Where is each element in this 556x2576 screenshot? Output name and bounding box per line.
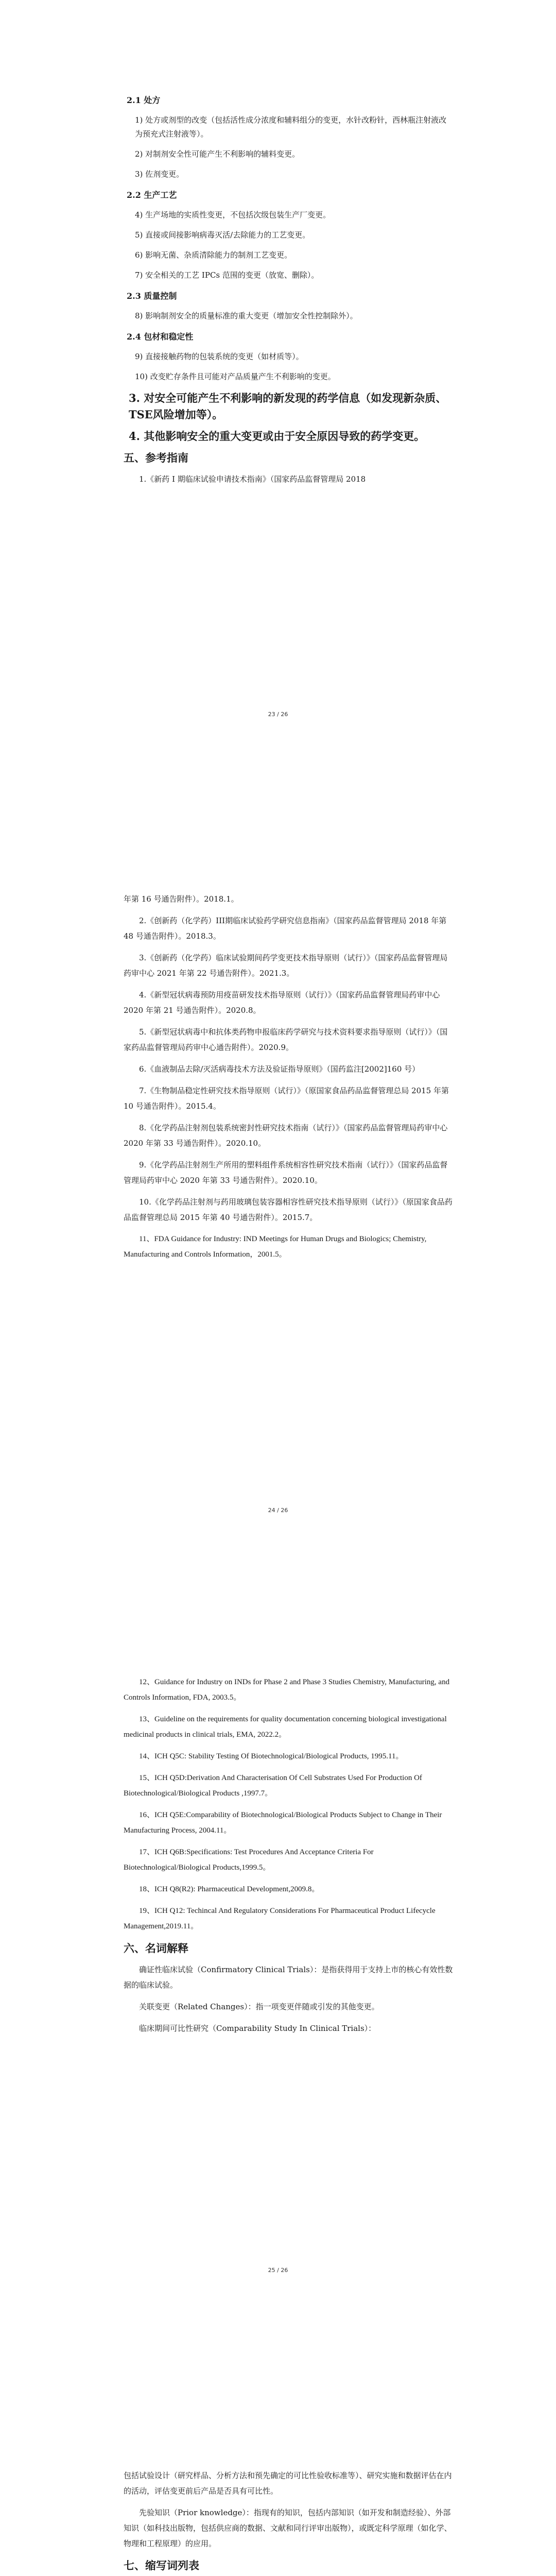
heading-4: 4. 其他影响安全的重大变更或由于安全原因导致的药学变更。	[129, 430, 425, 443]
list-item: 7) 安全相关的工艺 IPCs 范围的变更（放宽、删除）。	[135, 270, 319, 280]
reference-item: 10.《化学药品注射剂与药用玻璃包装容器相容性研究技术指导原则（试行）》（原国家食品药品监督管理总局 2015 年第 40 号通告附件）。2015.7。	[124, 1197, 453, 1222]
heading-2-2: 2.2 生产工艺	[127, 190, 177, 200]
section-7-title: 七、缩写词列表	[124, 2559, 199, 2572]
list-item: 2) 对制剂安全性可能产生不利影响的辅料变更。	[135, 149, 300, 159]
page-23-content	[124, 93, 453, 493]
page-25-content	[124, 1674, 453, 2042]
term-definition: 临床期间可比性研究（Comparability Study In Clinical Trials）：	[139, 2024, 376, 2033]
definition-continuation: 包括试验设计（研究样品、分析方法和预先确定的可比性验收标准等）、研究实施和数据评估在内的活动，评估变更前后产品是否具有可比性。	[124, 2471, 452, 2496]
list-item: 3) 佐剂变更。	[135, 170, 184, 179]
reference-item: 11、FDA Guidance for Industry: IND Meetings for Human Drugs and Biologics; Chemistry, Manufacturing and Controls Information，2001.5。	[124, 1235, 427, 1259]
reference-item: 2.《创新药（化学药）III期临床试验药学研究信息指南》（国家药品监督管理局 2018 年第 48 号通告附件）。2018.3。	[124, 916, 447, 941]
list-item: 8) 影响制剂安全的质量标准的重大变更（增加安全性控制除外）。	[135, 311, 358, 320]
section-6-title: 六、名词解释	[124, 1942, 188, 1955]
page-26-content	[124, 2468, 453, 2576]
reference-item: 6.《血液制品去除/灭活病毒技术方法及验证指导原则》（国药监注[2002]160 号）	[139, 1064, 420, 1074]
reference-item: 13、Guideline on the requirements for quality documentation concerning biological investigational medicinal products in clinical trials, EMA, 2022.2。	[124, 1715, 447, 1739]
list-item: 1) 处方或剂型的改变（包括活性成分浓度和辅料组分的变更，水针改粉针，西林瓶注射液改为预充式注射液等）。	[135, 115, 447, 139]
list-item: 6) 影响无菌、杂质清除能力的制剂工艺变更。	[135, 250, 292, 260]
page-25	[0, 1577, 556, 2370]
list-item: 9) 直接接触药物的包装系统的变更（如材质等）。	[135, 352, 304, 361]
heading-2-1: 2.1 处方	[127, 95, 161, 105]
page-number: 25 / 26	[268, 2267, 288, 2274]
heading-3: 3. 对安全可能产生不利影响的新发现的药学信息（如发现新杂质、TSE风险增加等）。	[129, 392, 447, 421]
reference-item: 5.《新型冠状病毒中和抗体类药物申报临床药学研究与技术资料要求指导原则（试行）》（国家药品监督管理局药审中心通告附件）。2020.9。	[124, 1027, 448, 1052]
page-26	[0, 2370, 556, 2576]
reference-item: 9.《化学药品注射剂生产所用的塑料组件系统相容性研究技术指南（试行）》（国家药品监督管理局药审中心 2020 年第 33 号通告附件）。2020.10。	[124, 1160, 448, 1185]
reference-item: 19、ICH Q12: Techincal And Regulatory Considerations For Pharmaceutical Product Lifecycle Management,2019.11。	[124, 1907, 436, 1930]
reference-item: 4.《新型冠状病毒预防用疫苗研发技术指导原则（试行）》（国家药品监督管理局药审中心 2020 年第 21 号通告附件）。2020.8。	[124, 990, 440, 1015]
reference-item: 3.《创新药（化学药）临床试验期间药学变更技术指导原则（试行）》（国家药品监督管理局药审中心 2021 年第 22 号通告附件）。2021.3。	[124, 953, 448, 978]
page-number: 23 / 26	[268, 711, 288, 718]
section-5-title: 五、参考指南	[124, 451, 188, 464]
reference-item: 8.《化学药品注射剂包装系统密封性研究技术指南（试行）》（国家药品监督管理局药审中心 2020 年第 33 号通告附件）。2020.10。	[124, 1123, 448, 1148]
reference-item: 1.《新药 I 期临床试验申请技术指南》（国家药品监督管理局 2018	[139, 474, 366, 484]
reference-item: 7.《生物制品稳定性研究技术指导原则（试行）》（原国家食品药品监督管理总局 2015 年第 10 号通告附件）。2015.4。	[124, 1086, 449, 1111]
reference-item: 16、ICH Q5E:Comparability of Biotechnological/Biological Products Subject to Change in Their Manufacturing Process, 2004.11。	[124, 1811, 442, 1835]
page-number: 24 / 26	[268, 1507, 288, 1514]
term-definition: 确证性临床试验（Confirmatory Clinical Trials）：是指获得用于支持上市的核心有效性数据的临床试验。	[124, 1965, 453, 1990]
page-23	[0, 0, 556, 773]
list-item: 10) 改变贮存条件且可能对产品质量产生不利影响的变更。	[135, 372, 336, 381]
reference-item: 12、Guidance for Industry on INDs for Phase 2 and Phase 3 Studies Chemistry, Manufacturing, and Controls Information, FDA, 2003.5。	[124, 1678, 450, 1702]
reference-item: 17、ICH Q6B:Specifications: Test Procedures And Acceptance Criteria For Biotechnological/Biological Products,1999.5。	[124, 1848, 374, 1872]
heading-2-3: 2.3 质量控制	[127, 291, 177, 301]
list-item: 4) 生产场地的实质性变更，不包括次级包装生产厂变更。	[135, 210, 331, 219]
reference-item: 18、ICH Q8(R2): Pharmaceutical Development,2009.8。	[139, 1885, 320, 1893]
term-definition: 先验知识（Prior knowledge）：指现有的知识，包括内部知识（如开发和制造经验）、外部知识（如科技出版物，包括供应商的数据、文献和同行评审出版物），或既定科学原理（如化学、物理和工程原理）的应用。	[124, 2508, 452, 2548]
term-definition: 关联变更（Related Changes）：指一项变更伴随或引发的其他变更。	[139, 2002, 379, 2011]
reference-item: 年第 16 号通告附件）。2018.1。	[124, 894, 239, 904]
reference-item: 15、ICH Q5D:Derivation And Characterisation Of Cell Substrates Used For Production Of Biotechnological/Biological Products ,1997.7。	[124, 1774, 422, 1798]
page-24	[0, 788, 556, 1577]
list-item: 5) 直接或间接影响病毒灭活/去除能力的工艺变更。	[135, 230, 310, 240]
heading-2-4: 2.4 包材和稳定性	[127, 332, 194, 342]
page-24-content	[124, 891, 453, 1268]
reference-item: 14、ICH Q5C: Stability Testing Of Biotechnological/Biological Products, 1995.11。	[139, 1752, 404, 1760]
